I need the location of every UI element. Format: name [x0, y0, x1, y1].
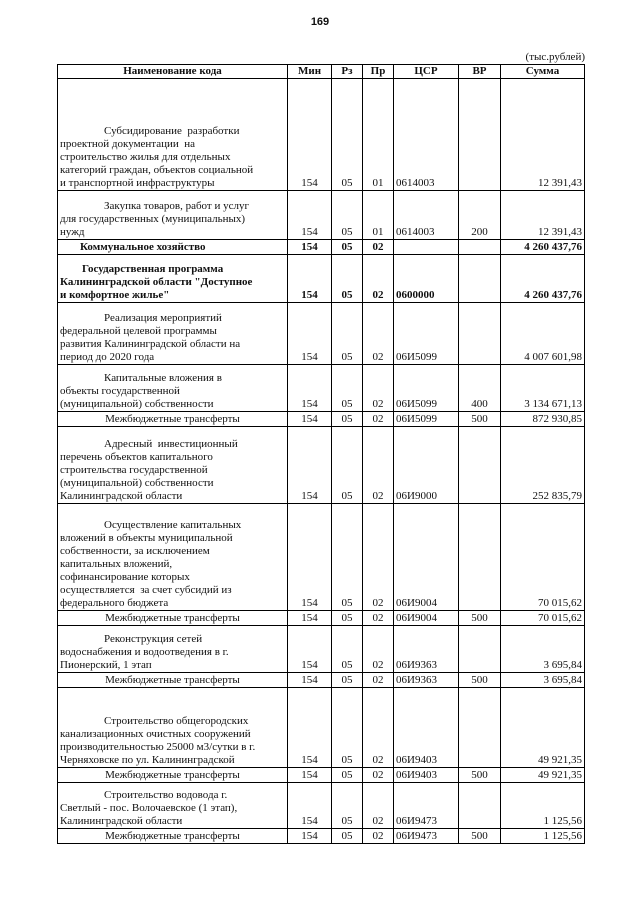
row-csr: 06И9473: [394, 783, 459, 829]
units-label: (тыс.рублей): [525, 51, 585, 63]
row-min: 154: [288, 240, 332, 255]
row-csr: 06И9363: [394, 673, 459, 688]
row-sum: 4 007 601,98: [501, 303, 585, 365]
table-row: [58, 504, 585, 611]
row-min: 154: [288, 688, 332, 768]
row-vr: [459, 688, 501, 768]
row-rz: 05: [332, 626, 363, 673]
row-sum: 70 015,62: [501, 611, 585, 626]
row-rz: 05: [332, 240, 363, 255]
row-vr: [459, 626, 501, 673]
row-sum: 3 134 671,13: [501, 365, 585, 412]
row-pr: 02: [363, 303, 394, 365]
row-csr: 0614003: [394, 191, 459, 240]
row-pr: 02: [363, 626, 394, 673]
row-min: 154: [288, 427, 332, 504]
row-vr: [459, 783, 501, 829]
row-sum: 4 260 437,76: [501, 240, 585, 255]
row-sum: 12 391,43: [501, 191, 585, 240]
row-min: 154: [288, 79, 332, 191]
table-row: [58, 673, 585, 688]
row-name: Закупка товаров, работ и услуг для государственных (муниципальных) нужд: [58, 191, 288, 240]
header-vr: ВР: [459, 65, 501, 79]
row-rz: 05: [332, 611, 363, 626]
row-vr: 500: [459, 673, 501, 688]
row-name: Капитальные вложения в объекты государственной (муниципальной) собственности: [58, 365, 288, 412]
row-csr: 0614003: [394, 79, 459, 191]
header-sum: Сумма: [501, 65, 585, 79]
row-csr: 06И9403: [394, 688, 459, 768]
row-pr: 01: [363, 191, 394, 240]
row-csr: [394, 240, 459, 255]
row-vr: [459, 79, 501, 191]
row-pr: 02: [363, 673, 394, 688]
row-min: 154: [288, 191, 332, 240]
row-sum: 70 015,62: [501, 504, 585, 611]
row-name: Межбюджетные трансферты: [58, 768, 288, 783]
row-csr: 06И5099: [394, 303, 459, 365]
row-pr: 02: [363, 255, 394, 303]
row-vr: 500: [459, 829, 501, 844]
row-pr: 02: [363, 611, 394, 626]
row-pr: 02: [363, 365, 394, 412]
header-name: Наименование кода: [58, 65, 288, 79]
row-rz: 05: [332, 829, 363, 844]
header-min: Мин: [288, 65, 332, 79]
row-vr: [459, 255, 501, 303]
row-pr: 02: [363, 783, 394, 829]
table-header-row: [58, 65, 585, 79]
row-sum: 49 921,35: [501, 688, 585, 768]
row-rz: 05: [332, 673, 363, 688]
row-name: Межбюджетные трансферты: [58, 829, 288, 844]
row-pr: 02: [363, 240, 394, 255]
row-pr: 02: [363, 768, 394, 783]
table-row: [58, 611, 585, 626]
row-rz: 05: [332, 191, 363, 240]
table-row: [58, 829, 585, 844]
row-rz: 05: [332, 255, 363, 303]
row-vr: [459, 427, 501, 504]
row-min: 154: [288, 365, 332, 412]
row-min: 154: [288, 255, 332, 303]
table-row: [58, 240, 585, 255]
table-row: [58, 768, 585, 783]
table-row: [58, 412, 585, 427]
row-rz: 05: [332, 365, 363, 412]
row-pr: 01: [363, 79, 394, 191]
row-rz: 05: [332, 504, 363, 611]
row-vr: 500: [459, 412, 501, 427]
table-row: [58, 191, 585, 240]
row-csr: 06И9000: [394, 427, 459, 504]
header-csr: ЦСР: [394, 65, 459, 79]
row-pr: 02: [363, 829, 394, 844]
row-vr: 200: [459, 191, 501, 240]
row-min: 154: [288, 673, 332, 688]
row-csr: 0600000: [394, 255, 459, 303]
table-row: [58, 427, 585, 504]
row-vr: [459, 303, 501, 365]
row-name: Реконструкция сетей водоснабжения и водоотведения в г. Пионерский, 1 этап: [58, 626, 288, 673]
row-csr: 06И5099: [394, 412, 459, 427]
row-csr: 06И9403: [394, 768, 459, 783]
row-pr: 02: [363, 412, 394, 427]
row-name: Коммунальное хозяйство: [58, 240, 288, 255]
row-pr: 02: [363, 427, 394, 504]
table-row: [58, 79, 585, 191]
row-rz: 05: [332, 427, 363, 504]
row-min: 154: [288, 303, 332, 365]
page-number: 169: [310, 16, 330, 28]
row-sum: 49 921,35: [501, 768, 585, 783]
budget-table: [57, 64, 585, 844]
row-sum: 4 260 437,76: [501, 255, 585, 303]
row-min: 154: [288, 829, 332, 844]
row-csr: 06И9004: [394, 504, 459, 611]
row-name: Субсидирование разработки проектной документации на строительство жилья для отдельных категорий граждан, объектов социальной и транспортной инфраструктуры: [58, 79, 288, 191]
row-pr: 02: [363, 688, 394, 768]
row-min: 154: [288, 768, 332, 783]
row-min: 154: [288, 783, 332, 829]
table-row: [58, 365, 585, 412]
row-csr: 06И9473: [394, 829, 459, 844]
row-rz: 05: [332, 783, 363, 829]
row-sum: 12 391,43: [501, 79, 585, 191]
row-vr: [459, 504, 501, 611]
row-rz: 05: [332, 688, 363, 768]
row-rz: 05: [332, 768, 363, 783]
table-row: [58, 626, 585, 673]
row-rz: 05: [332, 303, 363, 365]
table-row: [58, 783, 585, 829]
row-sum: 3 695,84: [501, 673, 585, 688]
row-name: Межбюджетные трансферты: [58, 611, 288, 626]
table-row: [58, 688, 585, 768]
row-name: Строительство водовода г. Светлый - пос. Волочаевское (1 этап), Калининградской области: [58, 783, 288, 829]
row-sum: 3 695,84: [501, 626, 585, 673]
row-name: Реализация мероприятий федеральной целевой программы развития Калининградской области на период до 2020 года: [58, 303, 288, 365]
table-row: [58, 303, 585, 365]
row-name: Адресный инвестиционный перечень объектов капитального строительства государственной (муниципальной) собственности Калининградской области: [58, 427, 288, 504]
row-sum: 252 835,79: [501, 427, 585, 504]
table-row: [58, 255, 585, 303]
header-pr: Пр: [363, 65, 394, 79]
row-min: 154: [288, 611, 332, 626]
row-name: Межбюджетные трансферты: [58, 673, 288, 688]
row-name: Государственная программа Калининградской области "Доступное и комфортное жилье": [58, 255, 288, 303]
row-vr: [459, 240, 501, 255]
row-name: Строительство общегородских канализационных очистных сооружений производительностью 25000 м3/сутки в г. Черняховске по ул. Калининградской: [58, 688, 288, 768]
row-vr: 500: [459, 611, 501, 626]
row-sum: 1 125,56: [501, 783, 585, 829]
row-min: 154: [288, 412, 332, 427]
row-name: Межбюджетные трансферты: [58, 412, 288, 427]
row-min: 154: [288, 504, 332, 611]
row-sum: 1 125,56: [501, 829, 585, 844]
row-pr: 02: [363, 504, 394, 611]
row-vr: 400: [459, 365, 501, 412]
row-rz: 05: [332, 412, 363, 427]
row-rz: 05: [332, 79, 363, 191]
row-csr: 06И5099: [394, 365, 459, 412]
row-min: 154: [288, 626, 332, 673]
row-name: Осуществление капитальных вложений в объекты муниципальной собственности, за исключением капитальных вложений, софинансирование которых осуществляется за счет субсидий из федерального бюджета: [58, 504, 288, 611]
row-vr: 500: [459, 768, 501, 783]
row-sum: 872 930,85: [501, 412, 585, 427]
row-csr: 06И9004: [394, 611, 459, 626]
row-csr: 06И9363: [394, 626, 459, 673]
header-rz: Рз: [332, 65, 363, 79]
